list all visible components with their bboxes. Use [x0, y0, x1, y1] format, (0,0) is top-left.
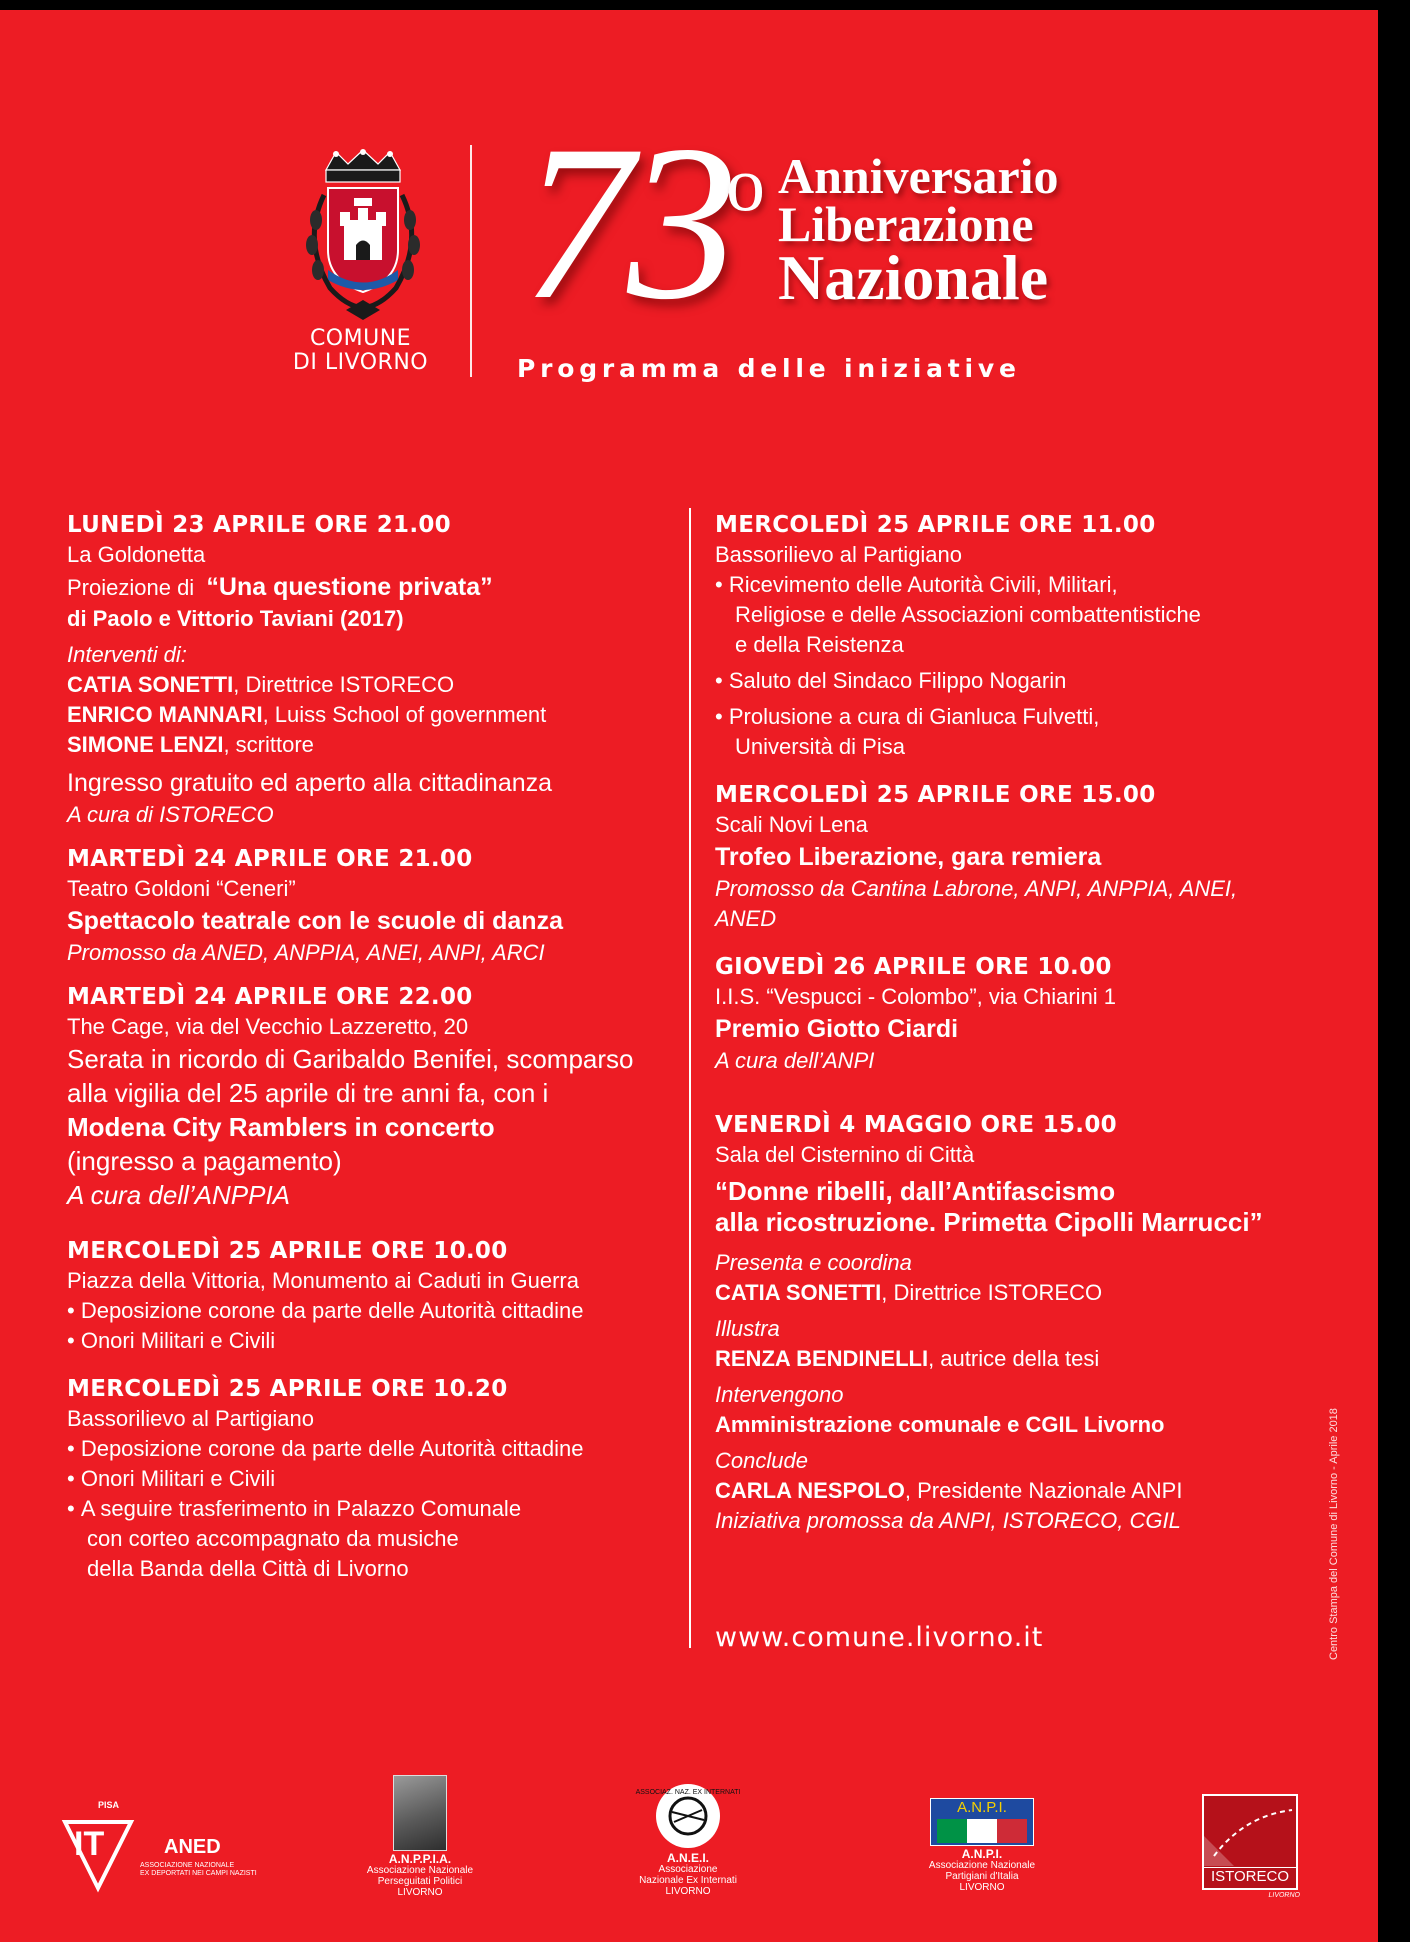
bullet-text: Onori Militari e Civili	[80, 1328, 276, 1353]
anei-sub: Nazionale Ex Internati	[639, 1875, 737, 1886]
event-description: Serata in ricordo di Garibaldo Benifei, scomparso	[67, 1044, 634, 1074]
istoreco-name: ISTORECO	[1204, 1867, 1296, 1886]
anei-sub: Associazione	[658, 1864, 718, 1875]
role-person	[715, 1476, 1355, 1506]
price-note: (ingresso a pagamento)	[67, 1146, 342, 1176]
event-heading: MERCOLEDÌ 25 APRILE ORE 15.00	[715, 782, 1156, 808]
event-place: Bassorilievo al Partigiano	[715, 542, 963, 567]
role-name: Amministrazione comunale e CGIL Livorno	[715, 1412, 1165, 1437]
aned-logo	[60, 1800, 257, 1910]
event-heading: GIOVEDÌ 26 APRILE ORE 10.00	[715, 954, 1112, 980]
event-place: I.I.S. “Vespucci - Colombo”, via Chiarini 1	[715, 984, 1117, 1009]
event-mar-24-22	[67, 982, 687, 1212]
event-title: Premio Giotto Ciardi	[715, 1015, 959, 1043]
degree-sign: o	[726, 140, 765, 227]
anppia-sub: LIVORNO	[397, 1887, 443, 1898]
bullet-text: Deposizione corone da parte delle Autorità cittadine	[80, 1436, 584, 1461]
event-heading: MERCOLEDÌ 25 APRILE ORE 10.20	[67, 1376, 508, 1402]
role-name: CATIA SONETTI	[715, 1280, 882, 1305]
aned-name: ANED	[164, 1836, 221, 1858]
curator: A cura dell’ANPPIA	[67, 1180, 291, 1210]
event-mar-24-21	[67, 844, 687, 968]
role-person	[715, 1344, 1355, 1374]
anei-logo	[628, 1782, 748, 1897]
role-name: RENZA BENDINELLI	[715, 1346, 929, 1371]
website-link[interactable]: www.comune.livorno.it	[715, 1622, 1044, 1653]
event-heading: MERCOLEDÌ 25 APRILE ORE 11.00	[715, 512, 1156, 538]
subtitle: Programma delle iniziative	[517, 354, 1021, 383]
speaker	[67, 730, 687, 760]
bullet-text: Prolusione a cura di Gianluca Fulvetti,	[728, 704, 1100, 729]
anpi-sub: Partigiani d'Italia	[945, 1871, 1019, 1882]
speaker-name: CATIA SONETTI	[67, 672, 234, 697]
anpi-name: A.N.P.I.	[961, 1847, 1003, 1861]
bullet-text: Religiose e delle Associazioni combattentistiche	[735, 602, 1201, 627]
event-description: alla vigilia del 25 aprile di tre anni fa, con i	[67, 1078, 549, 1108]
anppia-emblem-icon	[393, 1775, 447, 1851]
entry-note: Ingresso gratuito ed aperto alla cittadinanza	[67, 769, 553, 797]
bullet-item: • Onori Militari e Civili	[67, 1328, 276, 1353]
anei-name: A.N.E.I.	[666, 1851, 709, 1865]
promoter: ANED	[715, 906, 777, 931]
role-label: Illustra	[715, 1316, 780, 1341]
role-desc: , autrice della tesi	[928, 1346, 1100, 1371]
anpi-flag-icon	[930, 1798, 1034, 1846]
aned-it: IT	[74, 1825, 105, 1863]
role-label: Presenta e coordina	[715, 1250, 912, 1275]
event-heading: LUNEDÌ 23 APRILE ORE 21.00	[67, 512, 451, 538]
istoreco-emblem-icon	[1202, 1794, 1298, 1890]
anpi-flag-text: A.N.P.I.	[957, 1799, 1007, 1816]
title-line-2: Liberazione	[778, 196, 1034, 252]
event-heading: MERCOLEDÌ 25 APRILE ORE 10.00	[67, 1238, 508, 1264]
title-line-3: Nazionale	[778, 242, 1049, 313]
event-place: Piazza della Vittoria, Monumento ai Caduti in Guerra	[67, 1268, 579, 1293]
event-gio-26	[715, 952, 1355, 1076]
livorno-crest-icon	[296, 150, 430, 335]
event-place: Teatro Goldoni “Ceneri”	[67, 876, 296, 901]
bullet-text: Università di Pisa	[735, 734, 905, 759]
anei-sub: LIVORNO	[665, 1886, 711, 1897]
event-film-line	[67, 570, 687, 604]
poster	[0, 10, 1378, 1942]
role-name: CARLA NESPOLO	[715, 1478, 905, 1503]
speaker-role: , Luiss School of government	[262, 702, 547, 727]
aned-sub: EX DEPORTATI NEI CAMPI NAZISTI	[140, 1870, 257, 1877]
bullet-item: • Deposizione corone da parte delle Autorità cittadine	[67, 1436, 584, 1461]
comune-line-1: COMUNE	[309, 326, 412, 351]
projection-prefix: Proiezione di	[67, 575, 195, 600]
comune-line-2: DI LIVORNO	[292, 350, 429, 375]
event-mer-25-1500	[715, 780, 1355, 934]
film-title: “Una questione privata”	[206, 573, 493, 601]
event-place: Sala del Cisternino di Città	[715, 1142, 975, 1167]
anppia-sub: Associazione Nazionale	[366, 1865, 474, 1876]
speaker-name: SIMONE LENZI	[67, 732, 224, 757]
event-title: alla ricostruzione. Primetta Cipolli Marrucci”	[715, 1207, 1263, 1237]
bullet-text: Onori Militari e Civili	[80, 1466, 276, 1491]
event-lun-23	[67, 510, 687, 830]
promoter: Iniziativa promossa da ANPI, ISTORECO, CGIL	[715, 1508, 1181, 1533]
event-heading: VENERDÌ 4 MAGGIO ORE 15.00	[715, 1112, 1117, 1138]
bullet-item: • Saluto del Sindaco Filippo Nogarin	[715, 668, 1067, 693]
bullet-text: e della Reistenza	[735, 632, 904, 657]
bullet-text: con corteo accompagnato da musiche	[87, 1526, 459, 1551]
role-desc: , Presidente Nazionale ANPI	[904, 1478, 1183, 1503]
left-column	[67, 510, 687, 1584]
event-place: La Goldonetta	[67, 542, 206, 567]
speaker-role: , Direttrice ISTORECO	[233, 672, 455, 697]
event-mer-25-1020	[67, 1374, 687, 1584]
anniversary-number: 73	[522, 100, 732, 346]
anppia-logo	[360, 1775, 480, 1898]
event-title: Spettacolo teatrale con le scuole di danza	[67, 907, 563, 935]
curator: A cura dell’ANPI	[715, 1048, 875, 1073]
speaker	[67, 670, 687, 700]
speakers-label: Interventi di:	[67, 642, 187, 667]
bullet-text: Saluto del Sindaco Filippo Nogarin	[728, 668, 1067, 693]
role-label: Conclude	[715, 1448, 808, 1473]
anpi-logo	[920, 1798, 1044, 1893]
event-title: Modena City Ramblers in concerto	[67, 1112, 495, 1142]
event-mer-25-1100	[715, 510, 1355, 762]
bullet-item: • Onori Militari e Civili	[67, 1466, 276, 1491]
role-person	[715, 1278, 1355, 1308]
curator: A cura di ISTORECO	[67, 802, 274, 827]
comune-label	[268, 327, 453, 375]
event-title: Trofeo Liberazione, gara remiera	[715, 843, 1102, 871]
right-column	[715, 510, 1355, 1536]
speaker-name: ENRICO MANNARI	[67, 702, 263, 727]
anppia-sub: Perseguitati Politici	[377, 1876, 463, 1887]
event-heading: MARTEDÌ 24 APRILE ORE 22.00	[67, 984, 473, 1010]
anei-ring-text: ASSOCIAZ. NAZ. EX INTERNATI	[635, 1789, 741, 1796]
anppia-name: A.N.P.P.I.A.	[388, 1852, 452, 1866]
role-desc: , Direttrice ISTORECO	[881, 1280, 1103, 1305]
event-place: Scali Novi Lena	[715, 812, 868, 837]
bullet-item: • Ricevimento delle Autorità Civili, Militari, Religiose e delle Associazioni combattentistiche e della Reistenza	[715, 572, 1201, 657]
bullet-item: • Prolusione a cura di Gianluca Fulvetti, Università di Pisa	[715, 704, 1100, 759]
event-mer-25-1000	[67, 1236, 687, 1356]
promoter: Promosso da ANED, ANPPIA, ANEI, ANPI, ARCI	[67, 940, 545, 965]
aned-pisa: PISA	[98, 1800, 120, 1810]
title-line-1: Anniversario	[778, 148, 1059, 204]
bullet-text: Deposizione corone da parte delle Autorità cittadine	[80, 1298, 584, 1323]
event-title: “Donne ribelli, dall’Antifascismo	[715, 1176, 1116, 1206]
istoreco-city: LIVORNO	[1268, 1892, 1300, 1899]
column-divider	[689, 508, 691, 1648]
speaker-role: , scrittore	[223, 732, 314, 757]
header-divider	[470, 145, 472, 377]
anpi-sub: LIVORNO	[959, 1882, 1005, 1893]
film-authors: di Paolo e Vittorio Taviani (2017)	[67, 606, 404, 631]
bullet-text: A seguire trasferimento in Palazzo Comunale	[80, 1496, 522, 1521]
event-ven-4	[715, 1110, 1355, 1536]
bullet-text: della Banda della Città di Livorno	[87, 1556, 409, 1581]
event-place: Bassorilievo al Partigiano	[67, 1406, 315, 1431]
promoter: Promosso da Cantina Labrone, ANPI, ANPPIA, ANEI,	[715, 876, 1238, 901]
speaker	[67, 700, 687, 730]
event-place: The Cage, via del Vecchio Lazzeretto, 20	[67, 1014, 469, 1039]
bullet-item: • Deposizione corone da parte delle Autorità cittadine	[67, 1298, 584, 1323]
role-label: Intervengono	[715, 1382, 844, 1407]
istoreco-logo	[1202, 1794, 1300, 1901]
event-heading: MARTEDÌ 24 APRILE ORE 21.00	[67, 846, 473, 872]
print-credit: Centro Stampa del Comune di Livorno - Aprile 2018	[1328, 1408, 1340, 1660]
role-person	[715, 1410, 1355, 1440]
bullet-item: • A seguire trasferimento in Palazzo Comunale con corteo accompagnato da musiche della Banda della Città di Livorno	[67, 1496, 522, 1581]
anei-barbed-wire-icon	[635, 1782, 741, 1850]
aned-sub: ASSOCIAZIONE NAZIONALE	[140, 1862, 235, 1869]
anpi-sub: Associazione Nazionale	[928, 1860, 1036, 1871]
bullet-text: Ricevimento delle Autorità Civili, Militari,	[728, 572, 1118, 597]
